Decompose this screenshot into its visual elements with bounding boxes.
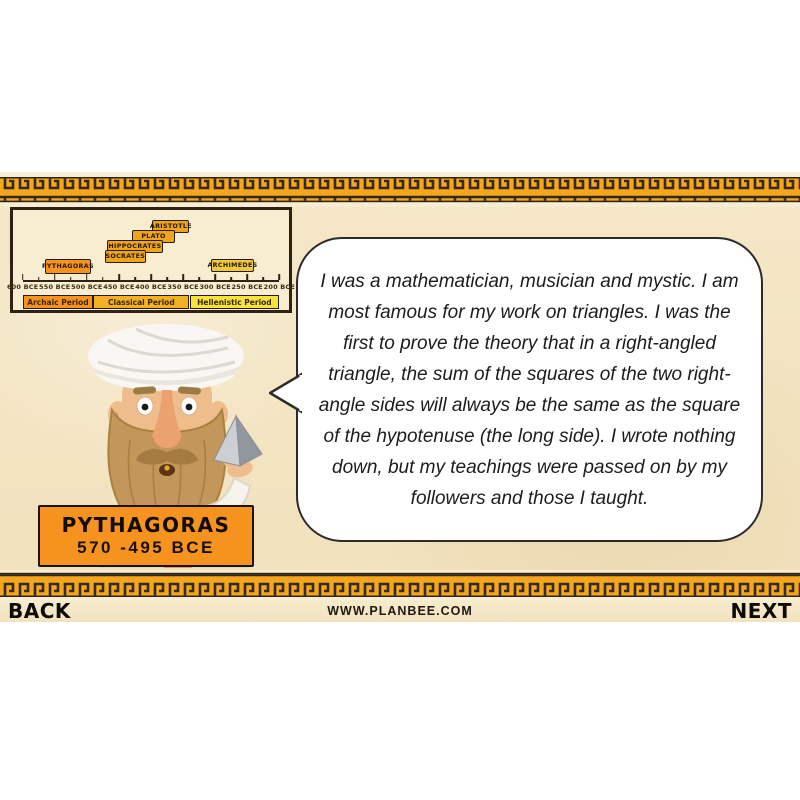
- timeline-tick-label: 200 BCE: [263, 283, 296, 291]
- speech-bubble: [296, 237, 763, 542]
- turban: [88, 324, 244, 391]
- timeline-bar: ARISTOTLE: [152, 220, 189, 233]
- philosopher-nameplate: [38, 505, 254, 567]
- slide: [0, 172, 800, 622]
- timeline-chart: [6, 207, 296, 313]
- timeline-bar: ARCHIMEDES: [211, 259, 253, 272]
- timeline-minor-tick: [102, 277, 104, 281]
- greek-key-border-top: [0, 172, 800, 207]
- timeline-minor-tick: [38, 277, 40, 281]
- timeline-tick: [279, 274, 281, 280]
- philosopher-dates: 570 -495 BCE: [77, 538, 215, 557]
- timeline-tick: [214, 274, 216, 280]
- timeline-bar: PLATO: [132, 230, 176, 243]
- timeline-tick: [118, 274, 120, 280]
- timeline-tick-label: 400 BCE: [135, 283, 167, 291]
- timeline-minor-tick: [166, 277, 168, 281]
- timeline-tick-label: 600 BCE: [6, 283, 39, 291]
- timeline-period: Hellenistic Period: [190, 295, 280, 309]
- greek-key-pattern-top: [0, 172, 800, 207]
- timeline-tick: [182, 274, 184, 280]
- timeline-tick: [22, 274, 24, 280]
- philosopher-name: PYTHAGORAS: [61, 513, 231, 537]
- footer-bar: [0, 600, 800, 622]
- timeline-tick: [54, 274, 56, 280]
- timeline-minor-tick: [134, 277, 136, 281]
- timeline-minor-tick: [263, 277, 265, 281]
- timeline-tick: [246, 274, 248, 280]
- timeline-minor-tick: [230, 277, 232, 281]
- timeline-tick-label: 250 BCE: [231, 283, 263, 291]
- greek-key-border-bottom: [0, 570, 800, 600]
- website-text: WWW.PLANBEE.COM: [327, 604, 473, 618]
- timeline-minor-tick: [70, 277, 72, 281]
- timeline-bar: HIPPOCRATES: [107, 240, 162, 253]
- speech-bubble-text: I was a mathematician, musician and mystic. I am most famous for my work on triangles. I was the first to prove the theory that in a right-angled triangle, the sum of the squares of the two right-angle sides will always be the same as the square of the hypotenuse (the long side). I wrote nothing down, but my teachings were passed on by my followers and those I taught.: [318, 270, 741, 509]
- greek-key-pattern-bottom: [0, 570, 800, 600]
- timeline-tick-label: 500 BCE: [71, 283, 103, 291]
- next-button[interactable]: NEXT: [730, 599, 792, 623]
- timeline-axis: [23, 280, 280, 282]
- back-button[interactable]: BACK: [8, 599, 71, 623]
- timeline-tick-label: 300 BCE: [199, 283, 231, 291]
- timeline-tick-label: 350 BCE: [167, 283, 199, 291]
- timeline-tick-label: 450 BCE: [103, 283, 135, 291]
- timeline-period: Classical Period: [93, 295, 189, 309]
- timeline-minor-tick: [198, 277, 200, 281]
- timeline-bar: PYTHAGORAS: [45, 259, 91, 274]
- timeline-tick: [150, 274, 152, 280]
- timeline-tick-label: 550 BCE: [39, 283, 71, 291]
- speech-bubble-tail: [269, 372, 302, 414]
- timeline-tick: [86, 274, 88, 280]
- timeline-bar: SOCRATES: [105, 250, 146, 263]
- mouth: [159, 464, 175, 476]
- timeline-period: Archaic Period: [23, 295, 94, 309]
